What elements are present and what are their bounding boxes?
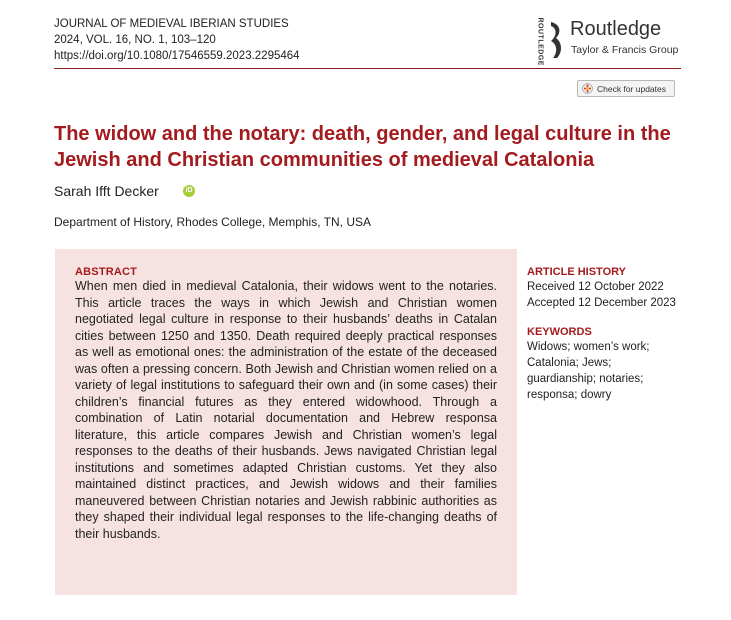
journal-issue: 2024, VOL. 16, NO. 1, 103–120 (54, 34, 216, 46)
routledge-icon (548, 20, 566, 60)
abstract-heading: ABSTRACT (75, 266, 138, 278)
keywords-list: Widows; women’s work; Catalonia; Jews; guardianship; notaries; responsa; dowry (527, 341, 650, 401)
publisher-vertical-text: ROUTLEDGE (536, 17, 544, 66)
check-for-updates-label: Check for updates (597, 84, 666, 94)
article-sidebar (527, 266, 697, 403)
author-name[interactable]: Sarah Ifft Decker (54, 183, 159, 199)
journal-doi[interactable]: https://doi.org/10.1080/17546559.2023.2295464 (54, 50, 300, 62)
keywords-heading: KEYWORDS (527, 326, 592, 338)
header-divider (54, 68, 681, 69)
article-history-heading: ARTICLE HISTORY (527, 266, 627, 278)
author-affiliation: Department of History, Rhodes College, Memphis, TN, USA (54, 215, 372, 229)
abstract-box (55, 249, 517, 595)
publisher-subtitle: Taylor & Francis Group (571, 44, 679, 56)
received-date: Received 12 October 2022 (527, 281, 664, 293)
crossmark-icon (582, 83, 593, 94)
publisher-logo (534, 17, 684, 66)
accepted-date: Accepted 12 December 2023 (527, 297, 676, 309)
orcid-icon[interactable]: iD (183, 185, 195, 197)
publisher-name: Routledge (570, 18, 662, 40)
journal-header (54, 16, 300, 64)
article-title: The widow and the notary: death, gender, and legal culture in the Jewish and Christian communities of medieval Catalonia (54, 123, 671, 171)
abstract-text: When men died in medieval Catalonia, their widows went to the notaries. This article traces the ways in which Jewish and Christian women negotiated legal culture in response to their husbands’ deaths in Catalan cities between 1250 and 1350. Death required deeply practical responses as well as emotional ones: the administration of the estate of the deceased was often a pressing concern. Both Jewish and Christian women relied on a variety of legal institutions to safeguard their own and (in some cases) their children’s financial futures as they entered widowhood. Through a combination of Latin notarial documentation and Hebrew responsa literature, this article compares Jewish and Christian women’s legal responses to the deaths of their husbands. Jews navigated Christian legal institutions and sometimes adapted Christian customs. Yet they also maintained distinct practices, and Jewish widows and their families maneuvered between Christian notaries and Jewish rabbinic authorities as they shaped their individual legal responses to the life-changing deaths of their husbands. (75, 279, 497, 541)
check-for-updates-button[interactable] (577, 80, 675, 97)
journal-name: JOURNAL OF MEDIEVAL IBERIAN STUDIES (54, 18, 289, 30)
